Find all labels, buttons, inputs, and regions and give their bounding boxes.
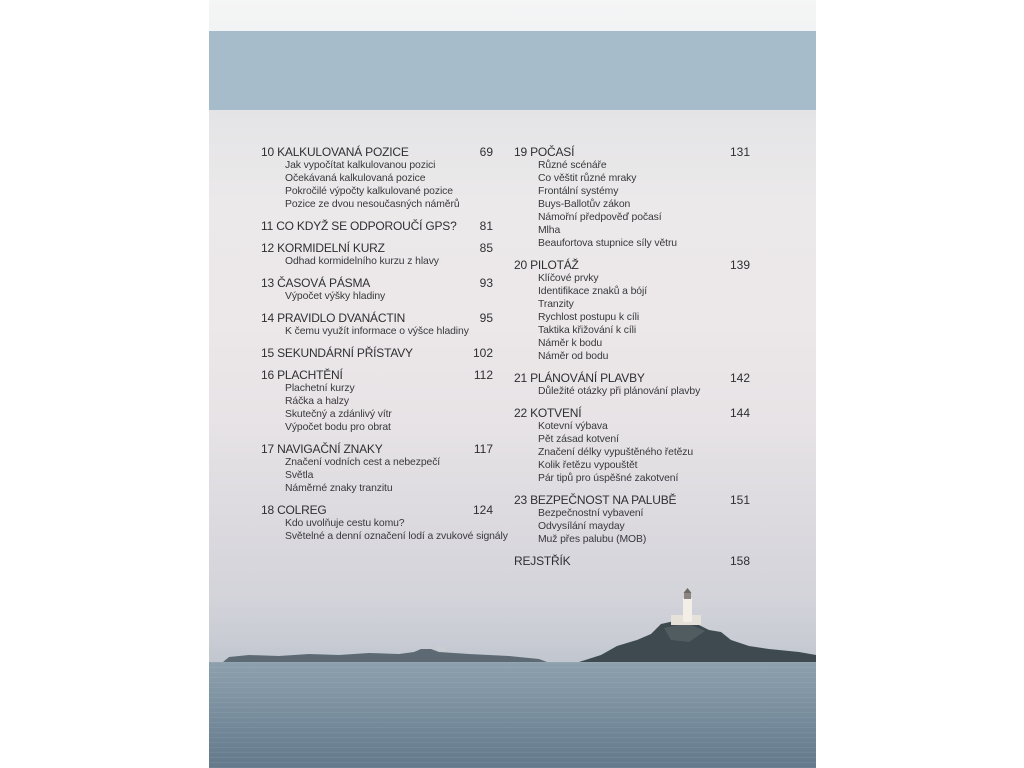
toc-chapter-heading bbox=[514, 146, 750, 159]
toc-subsection: Pozice ze dvou nesoučasných náměrů bbox=[285, 199, 460, 210]
chapter-page-number: 117 bbox=[473, 442, 493, 456]
toc-subsection: Mlha bbox=[538, 225, 561, 236]
toc-chapter bbox=[261, 220, 493, 233]
toc-subsection: Bezpečnostní vybavení bbox=[538, 508, 644, 519]
toc-subsection: Pokročilé výpočty kalkulované pozice bbox=[285, 186, 453, 197]
toc-chapter-heading bbox=[261, 242, 493, 255]
distant-house bbox=[437, 646, 446, 651]
chapter-title: 13 ČASOVÁ PÁSMA bbox=[261, 276, 371, 290]
toc-subsection: Očekávaná kalkulovaná pozice bbox=[285, 173, 426, 184]
toc-subsection: Buys-Ballotův zákon bbox=[538, 199, 631, 210]
toc-subsection: Jak vypočítat kalkulovanou pozici bbox=[285, 160, 436, 171]
toc-chapter bbox=[261, 369, 493, 434]
sea-texture bbox=[209, 662, 816, 768]
toc-chapter-heading bbox=[261, 443, 493, 456]
chapter-title: 18 COLREG bbox=[261, 503, 327, 517]
toc-subsection: K čemu využít informace o výšce hladiny bbox=[285, 326, 469, 337]
toc-subsection: Odhad kormidelního kurzu z hlavy bbox=[285, 256, 439, 267]
chapter-title: 11 CO KDYŽ SE ODPOROUČÍ GPS? bbox=[261, 219, 457, 233]
toc-chapter bbox=[514, 407, 750, 485]
toc-column-right bbox=[514, 146, 750, 577]
chapter-page-number: 93 bbox=[479, 276, 493, 290]
toc-chapter-heading bbox=[261, 146, 493, 159]
chapter-page-number: 95 bbox=[479, 311, 493, 325]
toc-chapter-heading bbox=[261, 277, 493, 290]
toc-subsection: Kdo uvolňuje cestu komu? bbox=[285, 518, 405, 529]
toc-subsection: Co věštit různé mraky bbox=[538, 173, 637, 184]
toc-chapter bbox=[261, 503, 508, 543]
chapter-page-number: 124 bbox=[472, 503, 493, 517]
lighthouse-tower bbox=[683, 598, 692, 622]
chapter-title: 16 PLACHTĚNÍ bbox=[261, 368, 343, 382]
toc-subsection: Rychlost postupu k cíli bbox=[538, 312, 640, 323]
chapter-title: 22 KOTVENÍ bbox=[514, 406, 582, 420]
chapter-page-number: 158 bbox=[729, 554, 750, 568]
toc-chapter-heading bbox=[261, 220, 493, 233]
toc-chapter bbox=[514, 494, 750, 546]
lighthouse-roof bbox=[684, 588, 692, 593]
chapter-page-number: 142 bbox=[729, 371, 750, 385]
chapter-page-number: 102 bbox=[472, 346, 493, 360]
lighthouse-island bbox=[579, 620, 816, 662]
toc-subsection: Světelné a denní označení lodí a zvukové signály bbox=[285, 531, 508, 542]
toc-chapter-heading bbox=[514, 494, 750, 507]
book-page bbox=[209, 0, 816, 768]
toc-chapter-heading bbox=[514, 407, 750, 420]
toc-chapter bbox=[514, 372, 750, 398]
chapter-title: REJSTŘÍK bbox=[514, 554, 571, 568]
toc-column-left bbox=[261, 145, 508, 552]
toc-subsection: Náměr k bodu bbox=[538, 338, 603, 349]
chapter-title: 14 PRAVIDLO DVANÁCTIN bbox=[261, 311, 406, 325]
toc-subsection: Odvysílání mayday bbox=[538, 521, 625, 532]
toc-subsection: Kolik řetězu vypouštět bbox=[538, 460, 638, 471]
chapter-title: 20 PILOTÁŽ bbox=[514, 258, 579, 272]
toc-chapter-heading bbox=[261, 347, 493, 360]
toc-subsection: Pět zásad kotvení bbox=[538, 434, 619, 445]
toc-subsection: Náměrné znaky tranzitu bbox=[285, 483, 393, 494]
toc-chapter-heading bbox=[514, 555, 750, 568]
toc-chapter bbox=[514, 146, 750, 250]
toc-subsection: Náměr od bodu bbox=[538, 351, 609, 362]
toc-chapter-heading bbox=[514, 372, 750, 385]
toc-chapter bbox=[261, 312, 493, 338]
chapter-title: 12 KORMIDELNÍ KURZ bbox=[261, 241, 385, 255]
chapter-title: 10 KALKULOVANÁ POZICE bbox=[261, 145, 409, 159]
toc-subsection: Různé scénáře bbox=[538, 160, 607, 171]
chapter-title: 23 BEZPEČNOST NA PALUBĚ bbox=[514, 493, 677, 507]
chapter-title: 17 NAVIGAČNÍ ZNAKY bbox=[261, 442, 383, 456]
chapter-title: 15 SEKUNDÁRNÍ PŘÍSTAVY bbox=[261, 346, 413, 360]
toc-subsection: Klíčové prvky bbox=[538, 273, 599, 284]
toc-chapter bbox=[514, 555, 750, 568]
toc-subsection: Muž přes palubu (MOB) bbox=[538, 534, 647, 545]
toc-subsection: Výpočet výšky hladiny bbox=[285, 291, 386, 302]
toc-subsection: Beaufortova stupnice síly větru bbox=[538, 238, 677, 249]
toc-subsection: Plachetní kurzy bbox=[285, 383, 355, 394]
chapter-title: 19 POČASÍ bbox=[514, 145, 575, 159]
toc-subsection: Výpočet bodu pro obrat bbox=[285, 422, 391, 433]
toc-subsection: Taktika křižování k cíli bbox=[538, 325, 637, 336]
toc-chapter bbox=[261, 347, 493, 360]
toc-chapter-heading bbox=[514, 259, 750, 272]
toc-chapter-heading bbox=[261, 504, 493, 517]
chapter-page-number: 151 bbox=[729, 493, 750, 507]
toc-subsection: Kotevní výbava bbox=[538, 421, 608, 432]
toc-subsection: Světla bbox=[285, 470, 314, 481]
toc-chapter-heading bbox=[261, 369, 493, 382]
chapter-page-number: 131 bbox=[729, 145, 750, 159]
toc-subsection: Značení délky vypuštěného řetězu bbox=[538, 447, 694, 458]
toc-subsection: Tranzity bbox=[538, 299, 574, 310]
chapter-title: 21 PLÁNOVÁNÍ PLAVBY bbox=[514, 371, 645, 385]
toc-subsection: Skutečný a zdánlivý vítr bbox=[285, 409, 392, 420]
toc-chapter bbox=[261, 146, 493, 211]
toc-subsection: Značení vodních cest a nebezpečí bbox=[285, 457, 441, 468]
toc-subsection: Pár tipů pro úspěšné zakotvení bbox=[538, 473, 679, 484]
chapter-page-number: 144 bbox=[729, 406, 750, 420]
toc-subsection: Důležité otázky při plánování plavby bbox=[538, 386, 701, 397]
lighthouse-lantern bbox=[684, 593, 691, 599]
distant-island-left bbox=[223, 649, 547, 662]
toc-subsection: Frontální systémy bbox=[538, 186, 619, 197]
toc-subsection: Námořní předpověď počasí bbox=[538, 212, 662, 223]
chapter-page-number: 69 bbox=[479, 145, 493, 159]
toc-subsection: Identifikace znaků a bójí bbox=[538, 286, 647, 297]
chapter-page-number: 85 bbox=[479, 241, 493, 255]
toc-chapter bbox=[261, 242, 493, 268]
toc-chapter-heading bbox=[261, 312, 493, 325]
chapter-page-number: 112 bbox=[473, 368, 493, 382]
toc-chapter bbox=[261, 443, 493, 495]
toc-chapter bbox=[261, 277, 493, 303]
toc-chapter bbox=[514, 259, 750, 363]
toc-subsection: Ráčka a halzy bbox=[285, 396, 349, 407]
chapter-page-number: 81 bbox=[479, 219, 493, 233]
chapter-page-number: 139 bbox=[729, 258, 750, 272]
